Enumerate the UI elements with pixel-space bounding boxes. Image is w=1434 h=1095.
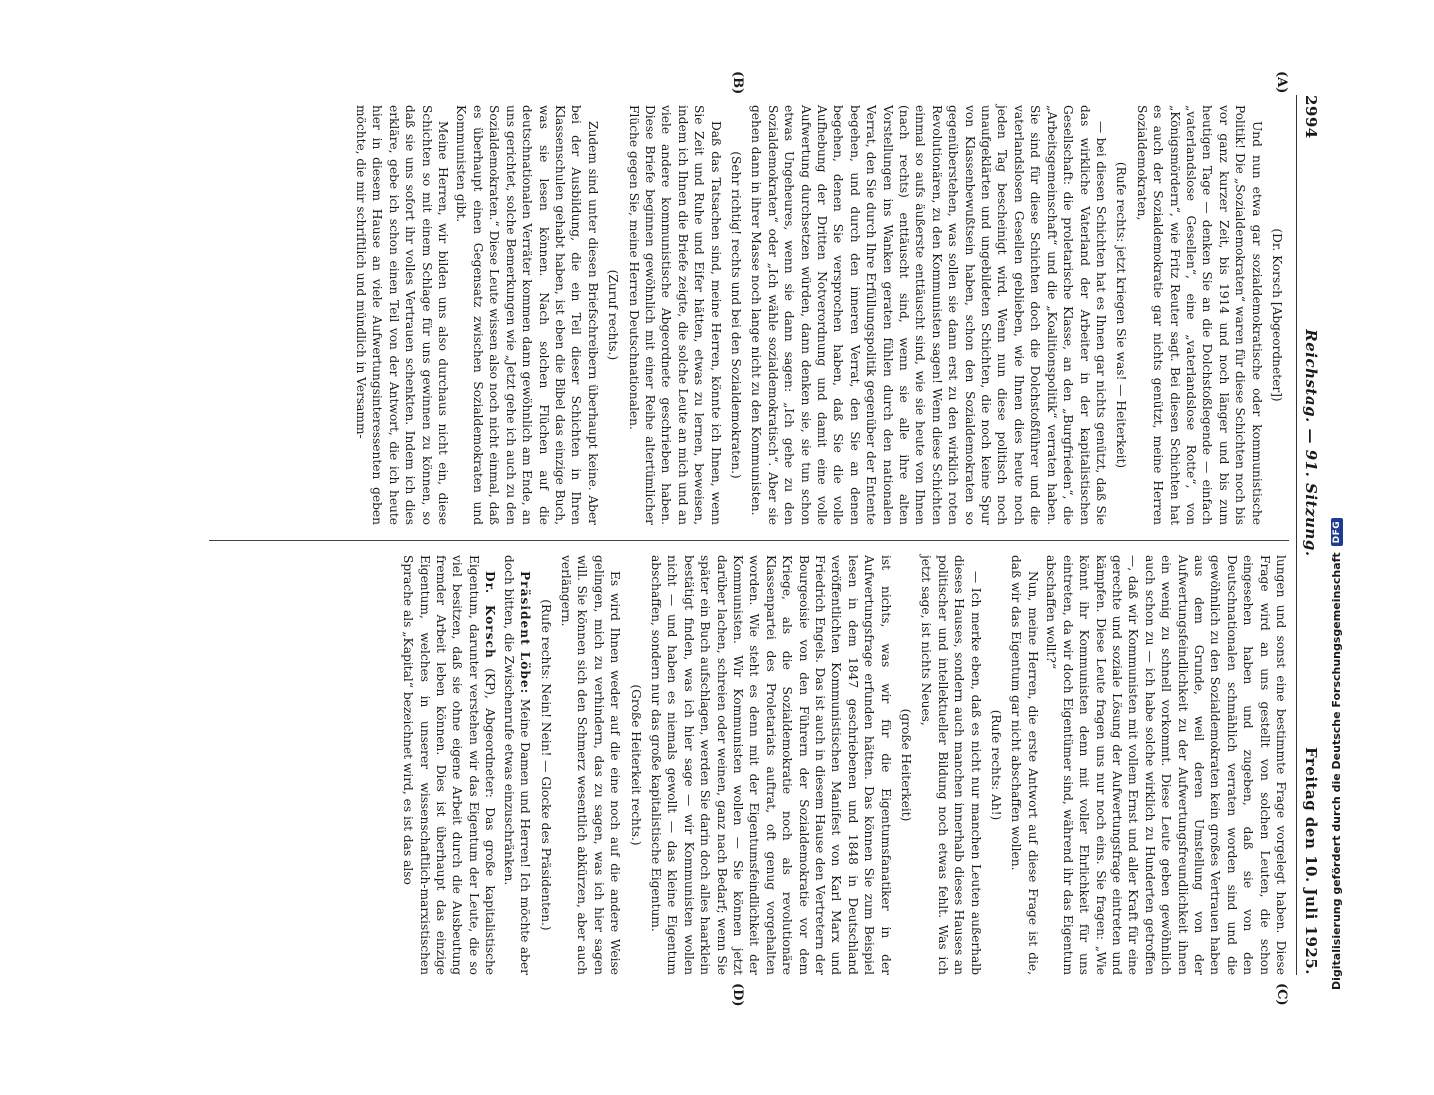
rotated-page — [125, 71, 1325, 1095]
margin-marker-c: (C) — [1274, 983, 1289, 1006]
page-header — [1296, 95, 1325, 975]
left-column — [351, 105, 1289, 525]
session-date: Freitag den 10. Juli 1925. — [1302, 747, 1320, 975]
paragraph: Daß das Tatsachen sind, meine Herren, könnte ich Ihnen, wenn Sie Zeit und Ruhe und Eifer hätten, etwas zu lernen, beweisen, indem ich Ihnen die Briefe zeigte, die solche Leute an mich und an viele andere kommunistische Abgeordnete geschrieben haben. Diese Briefe beginnen gewöhnlich mit einer Reihe altertümlicher Flüche gegen Sie, meine Herren Deutschnationalen. — [626, 105, 723, 525]
margin-marker-a: (A) — [1274, 71, 1289, 94]
paragraph: Zudem sind unter diesen Briefschreibern überhaupt keine. Aber bei der Ausbildung, die ein Teil dieser Schichten in Ihren Klassenschulen gehabt haben, ist eben die Bibel das einzige Buch, was sie lesen können. Nach solchen Flüchen auf die deutschnationalen Verräter kommen dann gewöhnlich am Ende, an uns gerichtet, solche Bemerkungen wie „Jetzt gehe ich auch zu den Sozialdemokraten.“ Diese Leute wissen also noch nicht einmal, daß es überhaupt einen Gegensatz zwischen Sozialdemokraten und Kommunisten gibt. — [454, 105, 600, 525]
paragraph: Es wird Ihnen weder auf die eine noch auf die andere Weise gelingen, mich zu verhindern, das zu sagen, was ich hier sagen will. Sie können sich den Schmerz wesentlich abkürzen, aber auch verlängern. — [558, 555, 623, 975]
interjection: (Rufe rechts: Nein! Nein! — Glocke des Präsidenten.) — [538, 599, 553, 931]
interjection: (Zuruf rechts.) — [606, 269, 621, 361]
interjection: (Sehr richtig! rechts und bei den Sozialdemokraten.) — [729, 151, 743, 479]
interjection: (Rufe rechts: Ah!) — [989, 709, 1004, 821]
margin-marker-d: (D) — [730, 983, 745, 1007]
digitization-footer — [1330, 300, 1348, 990]
session-title: Reichstag. — 91. Sitzung. — [1302, 329, 1320, 557]
speaker-text: (KP), Abgeordneter: Das große kapitalistische Eigentum, darunter verstehen wir das Eigentum der Leute, die so viel besitzen, daß sie ohne eigene Arbeit durch die Ausbeutung fremder Arbeit leben können. Dies ist überhaupt das einzige Eigentum, welches in unserer wissenschaftlich-marxistischen Sprache als „Kapital“ bezeichnet wird, es ist das also — [401, 555, 498, 976]
paragraph: lungen und sonst eine bestimmte Frage vorgelegt haben. Diese Frage wird an uns gestellt von solchen Leuten, die schon eingesehen haben und zugeben, daß sie von den Deutschnationalen schmählich verraten worden sind und die gewöhnlich zu den Sozialdemokraten kein großes Vertrauen haben aus dem Grunde, weil deren Umstellung von der Aufwertungsfeindlichkeit zu der Aufwertungsfreundlichkeit ihnen ein wenig zu schnell vorkommt. Diese Leute geben gewöhnlich auch schon zu — ich habe solche wirklich zu Hunderten getroffen —, daß wir Kommunisten mit vollem Ernst und aller Kraft für eine gerechte und soziale Lösung der Aufwertungsfrage eintreten und kämpfen. Diese Leute fragen uns nur noch eins. Sie fragen: „Wie könnt ihr Kommunisten denn mit voller Ehrlichkeit für uns eintreten, da wir doch Eigentümer sind, während ihr das Eigentum abschaffen wollt?“ — [1044, 555, 1288, 975]
president-name: Präsident Löbe: — [518, 571, 533, 695]
dfg-logo: DFG — [1331, 518, 1343, 547]
paragraph: Meine Herren, wir bilden uns also durchaus nicht ein, diese Schichten so mit einem Schlage für uns gewinnen zu können, so daß sie uns sofort ihr volles Vertrauen schenkten. Indem ich dies erkläre, gebe ich schon einen Teil von der Antwort, die ich heute hier in diesem Hause an viele Aufwertungsinteressenten geben möchte, die mir schriftlich und mündlich in Versamm- — [354, 105, 451, 525]
footer-text: Digitalisierung gefördert durch die Deutsche Forschungsgemeinschaft — [1330, 552, 1343, 990]
president-text: Meine Damen und Herren! Ich möchte aber doch bitten, die Zwischenrufe etwas einzuschränken. — [501, 555, 533, 975]
interjection: (große Heiterkeit) — [899, 708, 914, 822]
paragraph: ist nichts, was wir für die Eigentumsfanatiker in der Aufwertungsfrage erfunden hätten. Das können Sie zum Beispiel lesen in dem 1847 geschriebenen und 1848 in Deutschland veröffentlichten Kommunistischen Manifest von Karl Marx und Friedrich Engels. Das ist auch in diesem Hause den Vertretern der Bourgeoisie von den Führern der Sozialdemokratie vor dem Kriege, als die Sozialdemokratie noch als revolutionäre Klassenpartei des Proletariats auftrat, oft genug vorgehalten worden. Wie steht es denn mit der Eigentumsfeindlichkeit der Kommunisten. Wir Kommunisten wollen — Sie können jetzt darüber lachen, schreien oder weinen, ganz nach Bedarf; wenn Sie später ein Buch aufschlagen, werden Sie darin doch alles haarklein bestätigt finden, was ich hier sage — wir Kommunisten wollen nicht — und haben es niemals gewollt — das kleine Eigentum abschaffen, sondern nur das große kapitalistische Eigentum. — [648, 555, 893, 975]
margin-marker-b: (B) — [730, 71, 745, 95]
paragraph: — bei diesen Schichten hat es Ihnen gar nichts genützt, daß Sie das wirkliche Vaterland der Arbeiter in der kapitalistischen Gesellschaft: die proletarische Klasse, an den „Burgfrieden“, die „Arbeitsgemeinschaft“ und die „Koalitionspolitik“ verraten haben. Sie sind für diese Schichten doch die Dolchstoßführer und die vaterlandslosen Gesellen geblieben, wie Ihnen dies heute noch jeden Tag bescheinigt wird. Wenn nun diese politisch noch unaufgeklärten und ungebildeten Schichten, die noch keine Spur von Klassenbewußtsein haben, schon den Sozialdemokraten so gegenüberstehen, was sollen sie dann erst zu den wirklich roten Revolutionären, zu den Kommunisten sagen! Wenn diese Schichten einmal so aufs äußerste enttäuscht sind, wie sie heute von Ihnen (nach rechts) enttäuscht sind, wenn sie alle ihre alten Vorstellungen ins Wanken geraten fühlen durch den nationalen Verrat, den Sie durch Ihre Erfüllungspolitik gegenüber der Entente begehen, und durch den inneren Verrat, den Sie an denen begehen, denen Sie versprochen haben, daß Sie die volle Aufhebung der Dritten Notverordnung und damit eine volle Aufwertung durchsetzen würden, dann denken sie, sie tun schon etwas Ungeheures, wenn sie dann sagen: „Ich gehe zu den Sozialdemokraten“ oder „Ich wähle sozialdemokratisch“. Aber sie gehen dann in ihrer Masse noch lange nicht zu den Kommunisten. — [749, 105, 1108, 525]
interjection: (Rufe rechts: jetzt kriegen Sie was! — Heiterkeit) — [1114, 161, 1129, 469]
right-column — [398, 555, 1289, 975]
speaker-statement — [400, 555, 498, 975]
speaker-continuation: (Dr. Korsch [Abgeordneter]) — [1270, 228, 1284, 402]
paragraph: — Ich merke eben, daß es nicht nur manchen Leuten außerhalb dieses Hauses, sondern auch manchen innerhalb dieses Hauses an politischer und intellektueller Bildung noch etwas fehlt. Was ich jetzt sage, ist nichts Neues, — [919, 555, 983, 975]
page-number: 2994 — [1302, 95, 1320, 139]
speaker-name: Dr. Korsch — [483, 571, 498, 659]
interjection: (Große Heiterkeit rechts.) — [628, 684, 643, 846]
paragraph: Und nun etwa gar sozialdemokratische oder kommunistische Politik! Die „Sozialdemokraten“ waren für diese Schichten noch bis vor ganz kurzer Zeit, bis 1914 und noch länger und bis zum heutigen Tage — denken Sie an die Dolchstoßlegende — einfach „vaterlandslose Gesellen“, eine „vaterlandslose Rotte“, von „Königsmördern“, wie Fritz Reuter sagt. Bei diesen Schichten hat es auch der Sozialdemokratie gar nichts genützt, meine Herren Sozialdemokraten, — [1134, 105, 1264, 525]
president-statement — [500, 555, 533, 975]
column-divider — [209, 540, 1289, 541]
paragraph: Nun, meine Herren, die erste Antwort auf diese Frage ist die, daß wir das Eigentum gar nicht abschaffen wollen. — [1009, 555, 1040, 975]
